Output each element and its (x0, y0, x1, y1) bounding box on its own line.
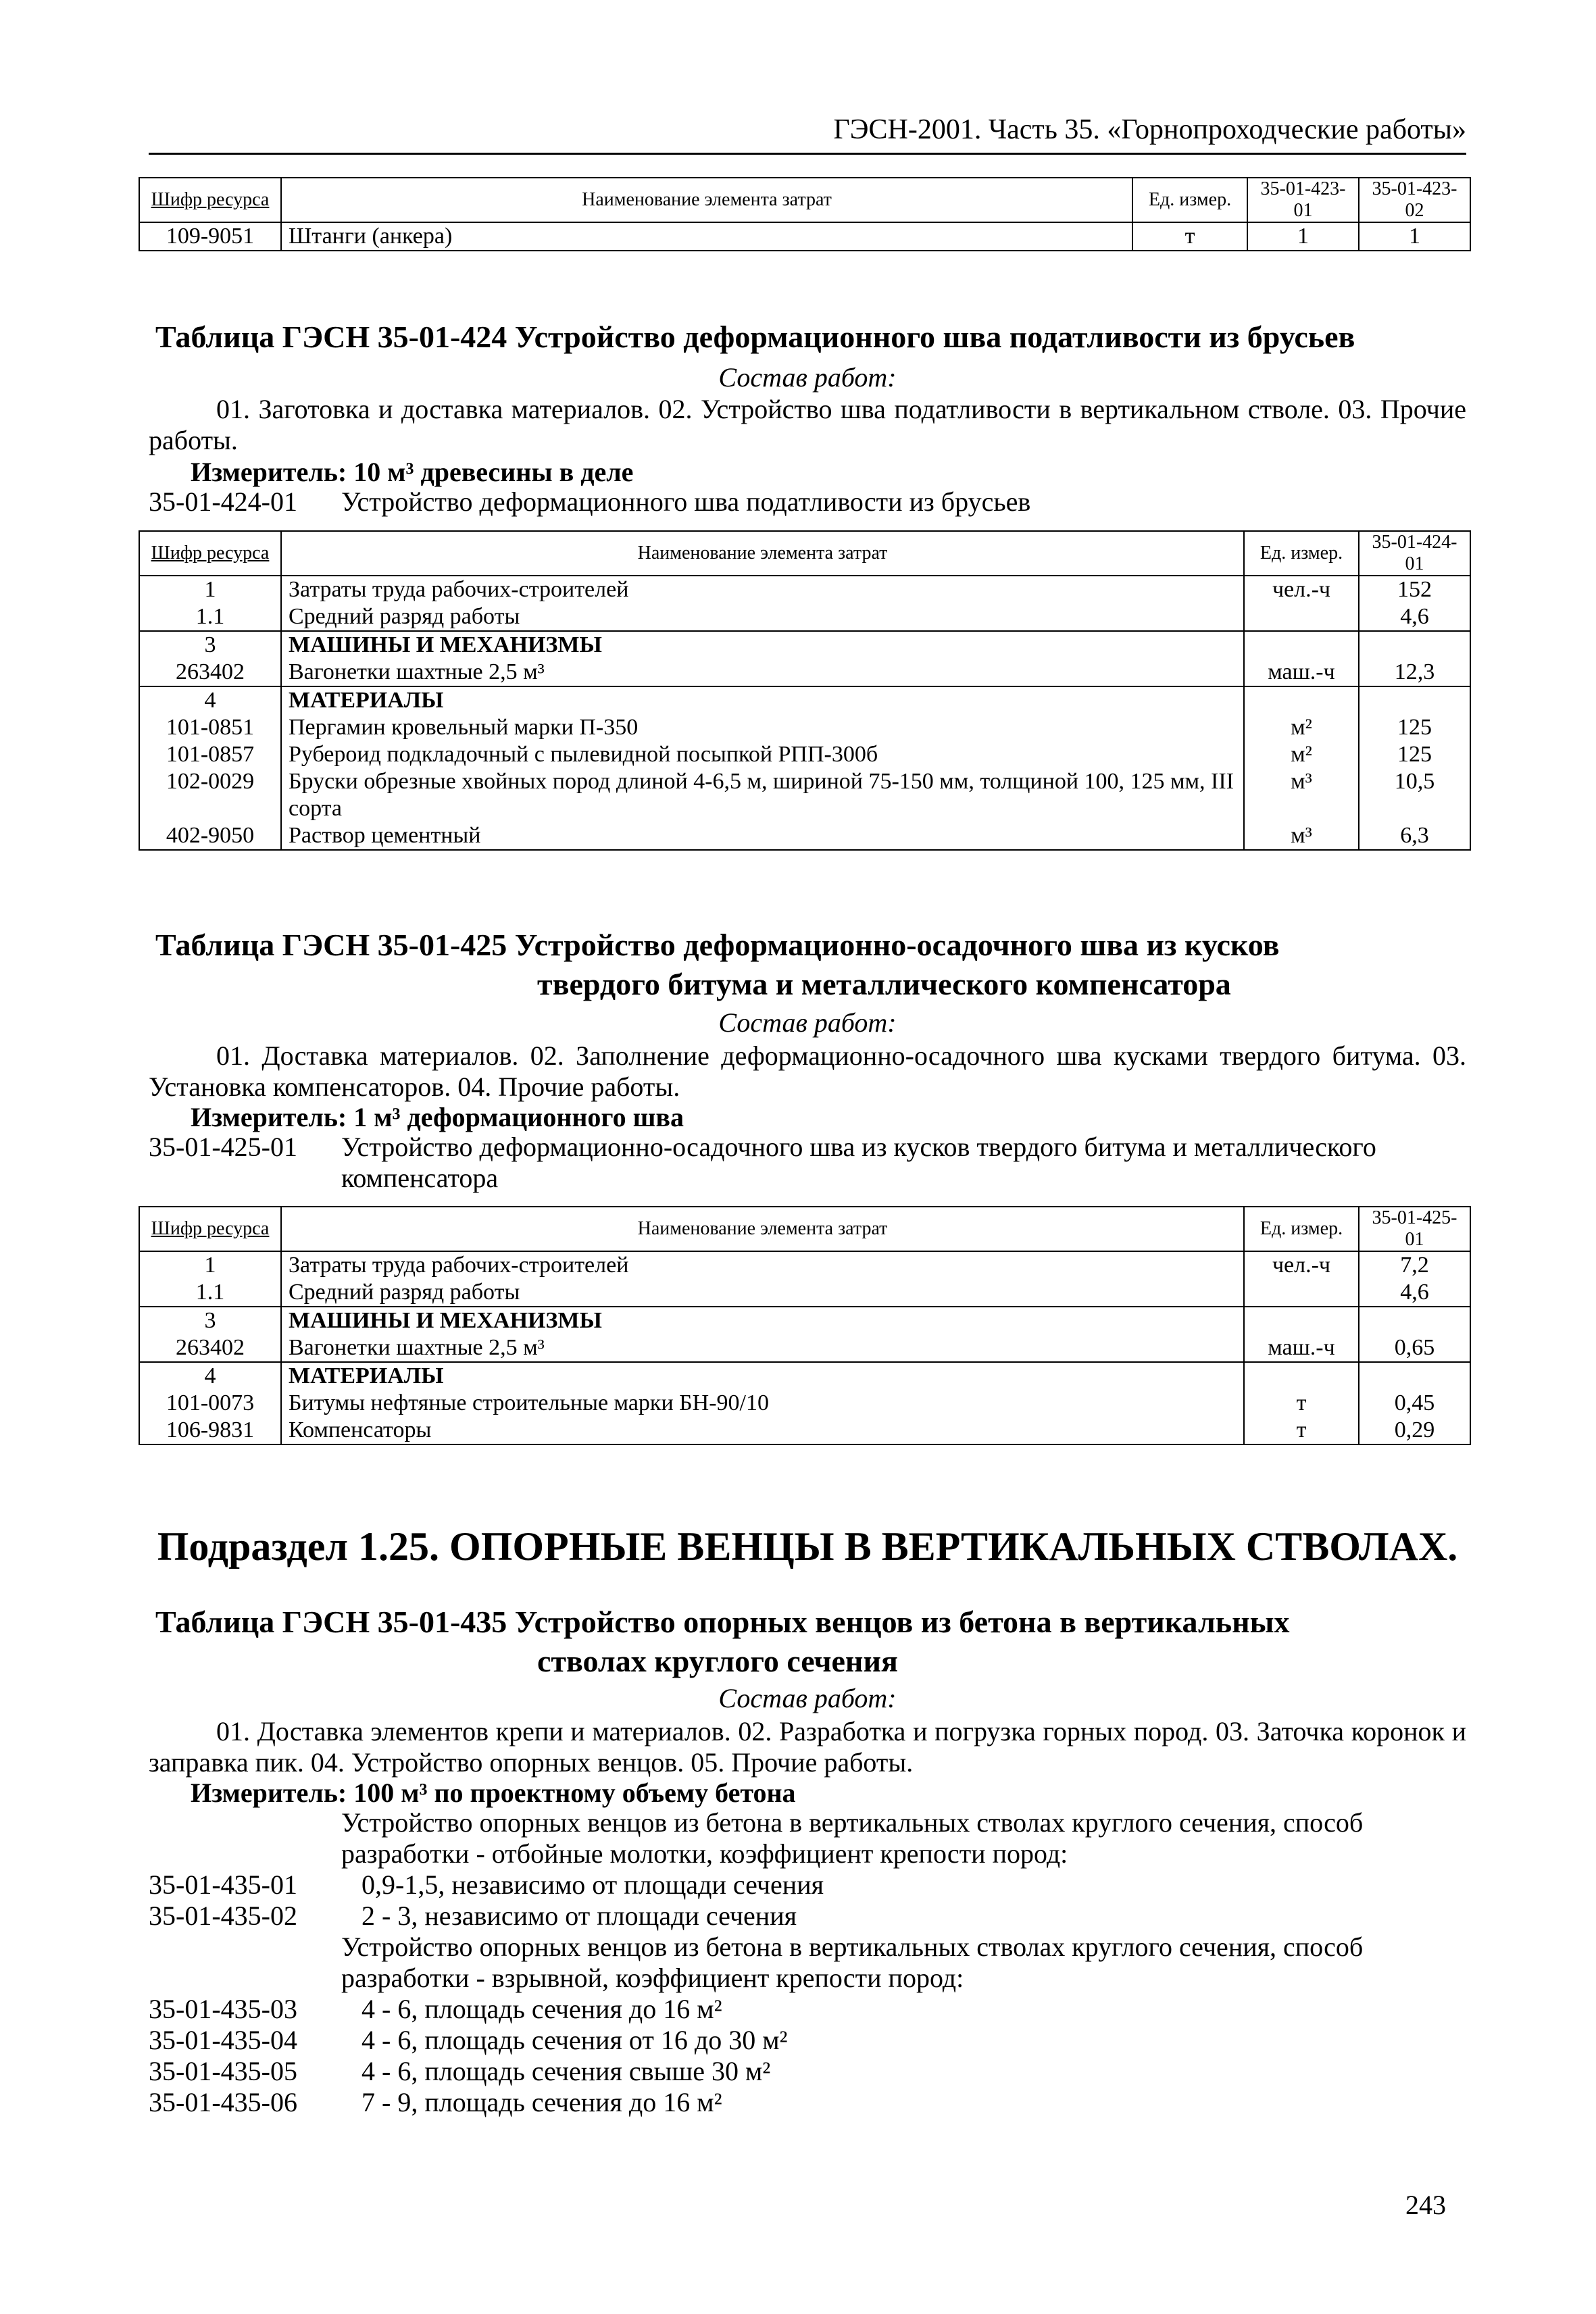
sostav-label: Состав работ: (718, 1007, 897, 1038)
table-row: 4 МАТЕРИАЛЫ (139, 1362, 1470, 1390)
table-435-title: Таблица ГЭСН 35-01-435 Устройство опорных венцов из бетона в вертикальных стволах круглого сечения (155, 1605, 1290, 1678)
table-row: 106-9831 Компенсаторы т 0,29 (139, 1417, 1470, 1444)
col-header-b: 35-01-423-02 (1359, 178, 1470, 222)
code-line: 35-01-435-04 4 - 6, площадь сечения от 16 до 30 м² (149, 2025, 788, 2055)
sostav-label: Состав работ: (718, 1683, 897, 1713)
table-row: 101-0857 Рубероид подкладочный с пылевидной посыпкой РПП-300б м² 125 (139, 741, 1470, 768)
table-row: 1.1 Средний разряд работы 4,6 (139, 603, 1470, 631)
code-line: 35-01-435-02 2 - 3, независимо от площади сечения (149, 1901, 797, 1931)
table-row: 101-0851 Пергамин кровельный марки П-350 м² 125 (139, 714, 1470, 741)
code-line: 35-01-425-01 Устройство деформационно-осадочного шва из кусков твердого битума и металлического компенсатора (149, 1132, 1376, 1193)
running-header: ГЭСН-2001. Часть 35. «Горнопроходческие работы» (149, 114, 1466, 155)
table-row: 1 Затраты труда рабочих-строителей чел.-ч 152 (139, 576, 1470, 603)
group-text: Устройство опорных венцов из бетона в вертикальных стволах круглого сечения, способ разработки - взрывной, коэффициент крепости пород: (341, 1932, 1364, 1993)
col-header-unit: Ед. измер. (1132, 178, 1247, 222)
table-425-title: Таблица ГЭСН 35-01-425 Устройство деформационно-осадочного шва из кусков твердого битума и металлического компенсатора (155, 928, 1280, 1001)
table-row: 4 МАТЕРИАЛЫ (139, 686, 1470, 714)
works-text: 01. Доставка материалов. 02. Заполнение деформационно-осадочного шва кусками твердого битума. 03. Установка компенсаторов. 04. Прочие работы. (149, 1040, 1466, 1102)
table-row: 1 Затраты труда рабочих-строителей чел.-ч 7,2 (139, 1251, 1470, 1279)
sostav-label: Состав работ: (718, 362, 897, 393)
table-row: 101-0073 Битумы нефтяные строительные марки БН-90/10 т 0,45 (139, 1390, 1470, 1417)
table-row: 109-9051 Штанги (анкера) т 1 1 (139, 222, 1470, 251)
group-text: Устройство опорных венцов из бетона в вертикальных стволах круглого сечения, способ разработки - отбойные молотки, коэффициент крепости пород: (341, 1807, 1364, 1869)
col-header-code: Шифр ресурса (139, 531, 281, 576)
measure-label: Измеритель: 100 м³ по проектному объему бетона (191, 1778, 796, 1808)
col-header-value: 35-01-425-01 (1359, 1207, 1470, 1251)
subsection-title: Подраздел 1.25. ОПОРНЫЕ ВЕНЦЫ В ВЕРТИКАЛЬНЫХ СТВОЛАХ. (157, 1524, 1458, 1569)
table-row: 263402 Вагонетки шахтные 2,5 м³ маш.-ч 12,3 (139, 659, 1470, 686)
col-header-value: 35-01-424-01 (1359, 531, 1470, 576)
table-row: 263402 Вагонетки шахтные 2,5 м³ маш.-ч 0,65 (139, 1334, 1470, 1362)
table-row: 402-9050 Раствор цементный м³ 6,3 (139, 822, 1470, 850)
code-line: 35-01-435-06 7 - 9, площадь сечения до 16 м² (149, 2087, 722, 2117)
measure-label: Измеритель: 10 м³ древесины в деле (191, 457, 634, 487)
table-row: 102-0029 Бруски обрезные хвойных пород длиной 4-6,5 м, шириной 75-150 мм, толщиной 100, 125 мм, III сорта м³ 10,5 (139, 768, 1470, 822)
table-row: 3 МАШИНЫ И МЕХАНИЗМЫ (139, 631, 1470, 659)
col-header-unit: Ед. измер. (1244, 531, 1359, 576)
table-row: 3 МАШИНЫ И МЕХАНИЗМЫ (139, 1307, 1470, 1334)
table-35-01-424 (139, 530, 1471, 851)
code-line: 35-01-435-05 4 - 6, площадь сечения свыше 30 м² (149, 2056, 771, 2086)
col-header-a: 35-01-423-01 (1247, 178, 1359, 222)
table-424-title: Таблица ГЭСН 35-01-424 Устройство деформационного шва податливости из брусьев (155, 320, 1355, 354)
col-header-name: Наименование элемента затрат (281, 531, 1244, 576)
works-text: 01. Доставка элементов крепи и материалов. 02. Разработка и погрузка горных пород. 03. Заточка коронок и заправка пик. 04. Устройство опорных венцов. 05. Прочие работы. (149, 1716, 1466, 1778)
code-line: 35-01-435-01 0,9-1,5, независимо от площади сечения (149, 1869, 824, 1900)
col-header-unit: Ед. измер. (1244, 1207, 1359, 1251)
table-row: 1.1 Средний разряд работы 4,6 (139, 1279, 1470, 1307)
col-header-code: Шифр ресурса (139, 1207, 281, 1251)
col-header-code: Шифр ресурса (139, 178, 281, 222)
col-header-name: Наименование элемента затрат (281, 178, 1132, 222)
col-header-name: Наименование элемента затрат (281, 1207, 1244, 1251)
page-number: 243 (1405, 2190, 1446, 2220)
works-text: 01. Заготовка и доставка материалов. 02. Устройство шва податливости в вертикальном стволе. 03. Прочие работы. (149, 394, 1466, 455)
measure-label: Измеритель: 1 м³ деформационного шва (191, 1102, 684, 1132)
table-35-01-423 (139, 177, 1471, 251)
code-line: 35-01-424-01 Устройство деформационного шва податливости из брусьев (149, 486, 1031, 517)
code-line: 35-01-435-03 4 - 6, площадь сечения до 16 м² (149, 1994, 722, 2024)
table-35-01-425 (139, 1206, 1471, 1445)
